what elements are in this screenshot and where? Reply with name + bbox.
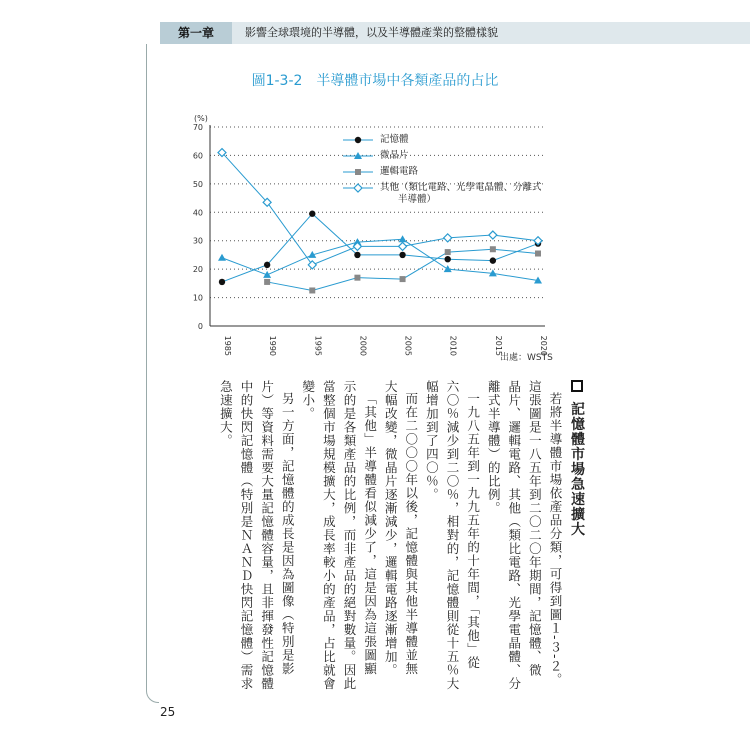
legend-label: 記憶體 xyxy=(380,134,409,145)
text-column: 變小。 xyxy=(300,380,316,421)
data-point xyxy=(218,254,226,261)
legend-label-other xyxy=(380,182,542,206)
data-point xyxy=(400,276,406,282)
text-column: 離式半導體）的比例。 xyxy=(486,380,502,515)
data-point xyxy=(535,251,541,257)
data-point xyxy=(219,279,225,285)
legend-marker xyxy=(355,137,361,143)
section-heading-text: 記憶體市場急速擴大 xyxy=(569,401,585,537)
section-heading xyxy=(566,380,588,537)
data-point xyxy=(308,261,316,269)
legend-label: 微晶片 xyxy=(380,150,409,161)
text-column: 而在二〇〇〇年以後，記憶體與其他半導體並無 xyxy=(403,392,419,676)
chapter-label: 第一章 xyxy=(160,22,232,44)
x-tick-label: 2015 xyxy=(493,335,503,356)
text-column: 當整個市場規模擴大，成長率較小的產品，占比就會 xyxy=(321,380,337,691)
y-tick-label: 10 xyxy=(192,293,203,303)
chapter-title: 影響全球環境的半導體，以及半導體產業的整體樣貌 xyxy=(245,26,498,39)
text-column: 一九八五年到一九九五年的十年間，「其他」從 xyxy=(465,392,481,670)
figure-title: 圖1-3-2 半導體市場中各類產品的占比 xyxy=(251,73,499,89)
data-point xyxy=(445,256,451,262)
x-tick-label: 1995 xyxy=(313,335,323,356)
x-tick-label: 2020 xyxy=(539,335,548,356)
y-tick-label: 70 xyxy=(192,123,203,132)
data-point xyxy=(490,257,496,263)
data-point xyxy=(264,279,270,285)
page-number: 25 xyxy=(160,705,176,719)
x-tick-label: 1985 xyxy=(223,335,232,356)
text-column: 片）等資料需要大量記憶體容量，且非揮發性記憶體 xyxy=(259,380,275,691)
data-point xyxy=(264,262,270,268)
y-axis-unit: (%) xyxy=(194,114,208,123)
text-column: 急速擴大。 xyxy=(218,380,234,448)
text-column: 這張圖是一八五年到二〇二〇年期間，記憶體、微 xyxy=(527,380,543,677)
text-column: 若將半導體市場依產品分類，可得到圖１-３-２。 xyxy=(548,392,563,687)
data-point xyxy=(489,231,497,239)
data-point xyxy=(490,246,496,252)
text-column: 另一方面，記憶體的成長是因為圖像（特別是影 xyxy=(280,392,296,676)
x-tick-label: 2005 xyxy=(403,335,413,356)
text-column: 示的是各類產品的比例，而非產品的絕對數量。因此 xyxy=(342,380,357,691)
x-tick-label: 2010 xyxy=(448,335,458,356)
y-tick-label: 60 xyxy=(192,151,203,161)
y-tick-label: 0 xyxy=(197,322,203,331)
data-point xyxy=(399,252,405,258)
text-column: 幅增加到了四〇％。 xyxy=(424,380,440,502)
figure-source: 出處：WSTS xyxy=(500,353,553,363)
x-tick-label: 1990 xyxy=(268,335,278,356)
x-tick-label: 2000 xyxy=(358,335,368,356)
data-point xyxy=(445,249,451,255)
data-point xyxy=(399,242,407,250)
text-column: 晶片、邏輯電路、其他（類比電路、光學電晶體、分 xyxy=(506,380,522,691)
text-column: 大幅改變，微晶片逐漸減少，邏輯電路逐漸增加。 xyxy=(383,380,399,677)
data-point xyxy=(354,275,360,281)
data-point xyxy=(309,211,315,217)
legend-label: 邏輯電路 xyxy=(380,166,419,177)
section-icon xyxy=(571,380,583,392)
data-point xyxy=(354,252,360,258)
legend-label-line: 半導體） xyxy=(398,194,437,205)
legend-marker xyxy=(355,169,361,175)
y-tick-label: 20 xyxy=(192,265,203,275)
text-column: 六〇％減少到二〇％，相對的，記憶體則從十五％大 xyxy=(445,380,460,691)
legend-marker xyxy=(354,184,362,192)
data-point xyxy=(309,287,315,293)
text-column: 「其他」半導體看似減少了，這是因為這張圖顯 xyxy=(362,392,378,676)
y-tick-label: 40 xyxy=(192,208,203,218)
legend-label-line: 其他（類比電路、光學電晶體、分離式 xyxy=(380,182,542,193)
text-column: 中的快閃記憶體（特別是ＮＡＮＤ快閃記憶體）需求 xyxy=(239,380,254,691)
y-tick-label: 30 xyxy=(192,236,203,246)
data-point xyxy=(263,271,271,278)
y-tick-label: 50 xyxy=(192,179,203,189)
data-point xyxy=(399,235,407,242)
